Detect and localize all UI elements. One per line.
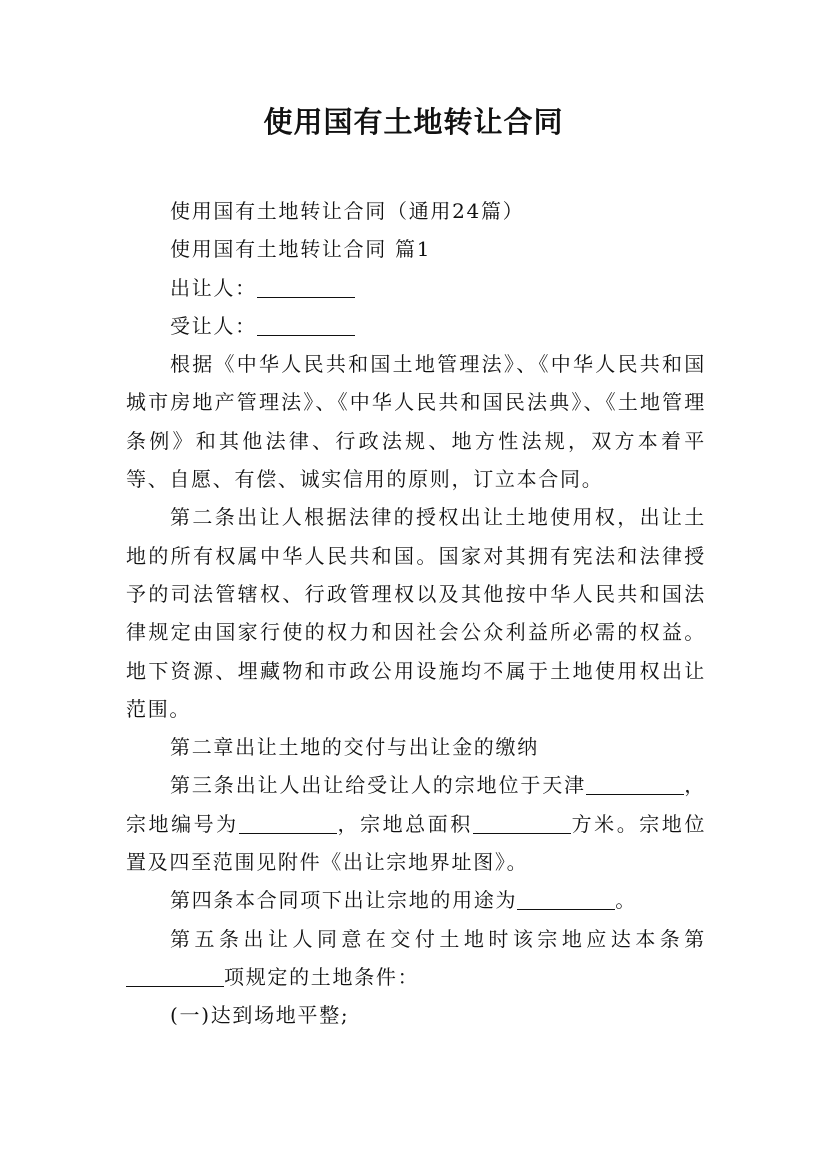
transferee-blank — [257, 315, 355, 336]
document-subtitle: 使用国有土地转让合同（通用24篇） — [170, 199, 525, 223]
parcel-number-blank — [239, 813, 337, 834]
article-3-text-2: ，宗地编号为 — [126, 773, 706, 836]
section-heading: 使用国有土地转让合同 篇1 — [170, 237, 432, 262]
item-number-blank — [126, 966, 224, 987]
paragraph-basis: 根据《中华人民共和国土地管理法》、《中华人民共和国城市房地产管理法》、《中华人民共和国民法典》、《土地管理条例》和其他法律、行政法规、地方性法规，双方本着平等、自愿、有偿、诚实信用的原则，订立本合同。 — [126, 352, 706, 492]
article-3-text-4: 方米。宗地位置及四至范围见附件《出让宗地界址图》。 — [126, 811, 707, 875]
chapter-2-heading: 第二章出让土地的交付与出让金的缴纳 — [170, 735, 539, 760]
article-3-text-1: 第三条出让人出让给受让人的宗地位于天津 — [170, 773, 587, 798]
article-4-text-1: 第四条本合同项下出让宗地的用途为 — [170, 888, 518, 913]
item-1: (一)达到场地平整; — [170, 1003, 350, 1028]
article-5-text-1: 第五条出让人同意在交付土地时该宗地应达本条第 — [170, 926, 706, 951]
transferee-label: 受让人： — [170, 313, 257, 338]
transferor-label: 出让人： — [170, 275, 257, 300]
paragraph-article-2: 第二条出让人根据法律的授权出让土地使用权，出让土地的所有权属中华人民共和国。国家对其拥有宪法和法律授予的司法管辖权、行政管理权以及其他按中华人民共和国法律规定由国家行使的权力和因社会公众利益所必需的权益。地下资源、埋藏物和市政公用设施均不属于土地使用权出让范围。 — [126, 505, 706, 721]
paragraph-article-4 — [126, 881, 706, 919]
location-blank — [586, 774, 684, 795]
transferor-line — [126, 269, 706, 307]
article-4-text-2: 。 — [615, 888, 637, 913]
paragraph-article-3 — [126, 766, 706, 881]
document-title: 使用国有土地转让合同 — [263, 105, 564, 139]
article-5-text-2: 项规定的土地条件： — [224, 964, 420, 989]
usage-blank — [517, 889, 615, 910]
article-3-text-3: ，宗地总面积 — [336, 811, 473, 836]
transferor-blank — [257, 277, 355, 298]
document-body — [126, 192, 706, 1035]
transferee-line — [126, 307, 706, 345]
area-blank — [473, 813, 571, 834]
paragraph-article-5 — [126, 920, 706, 997]
